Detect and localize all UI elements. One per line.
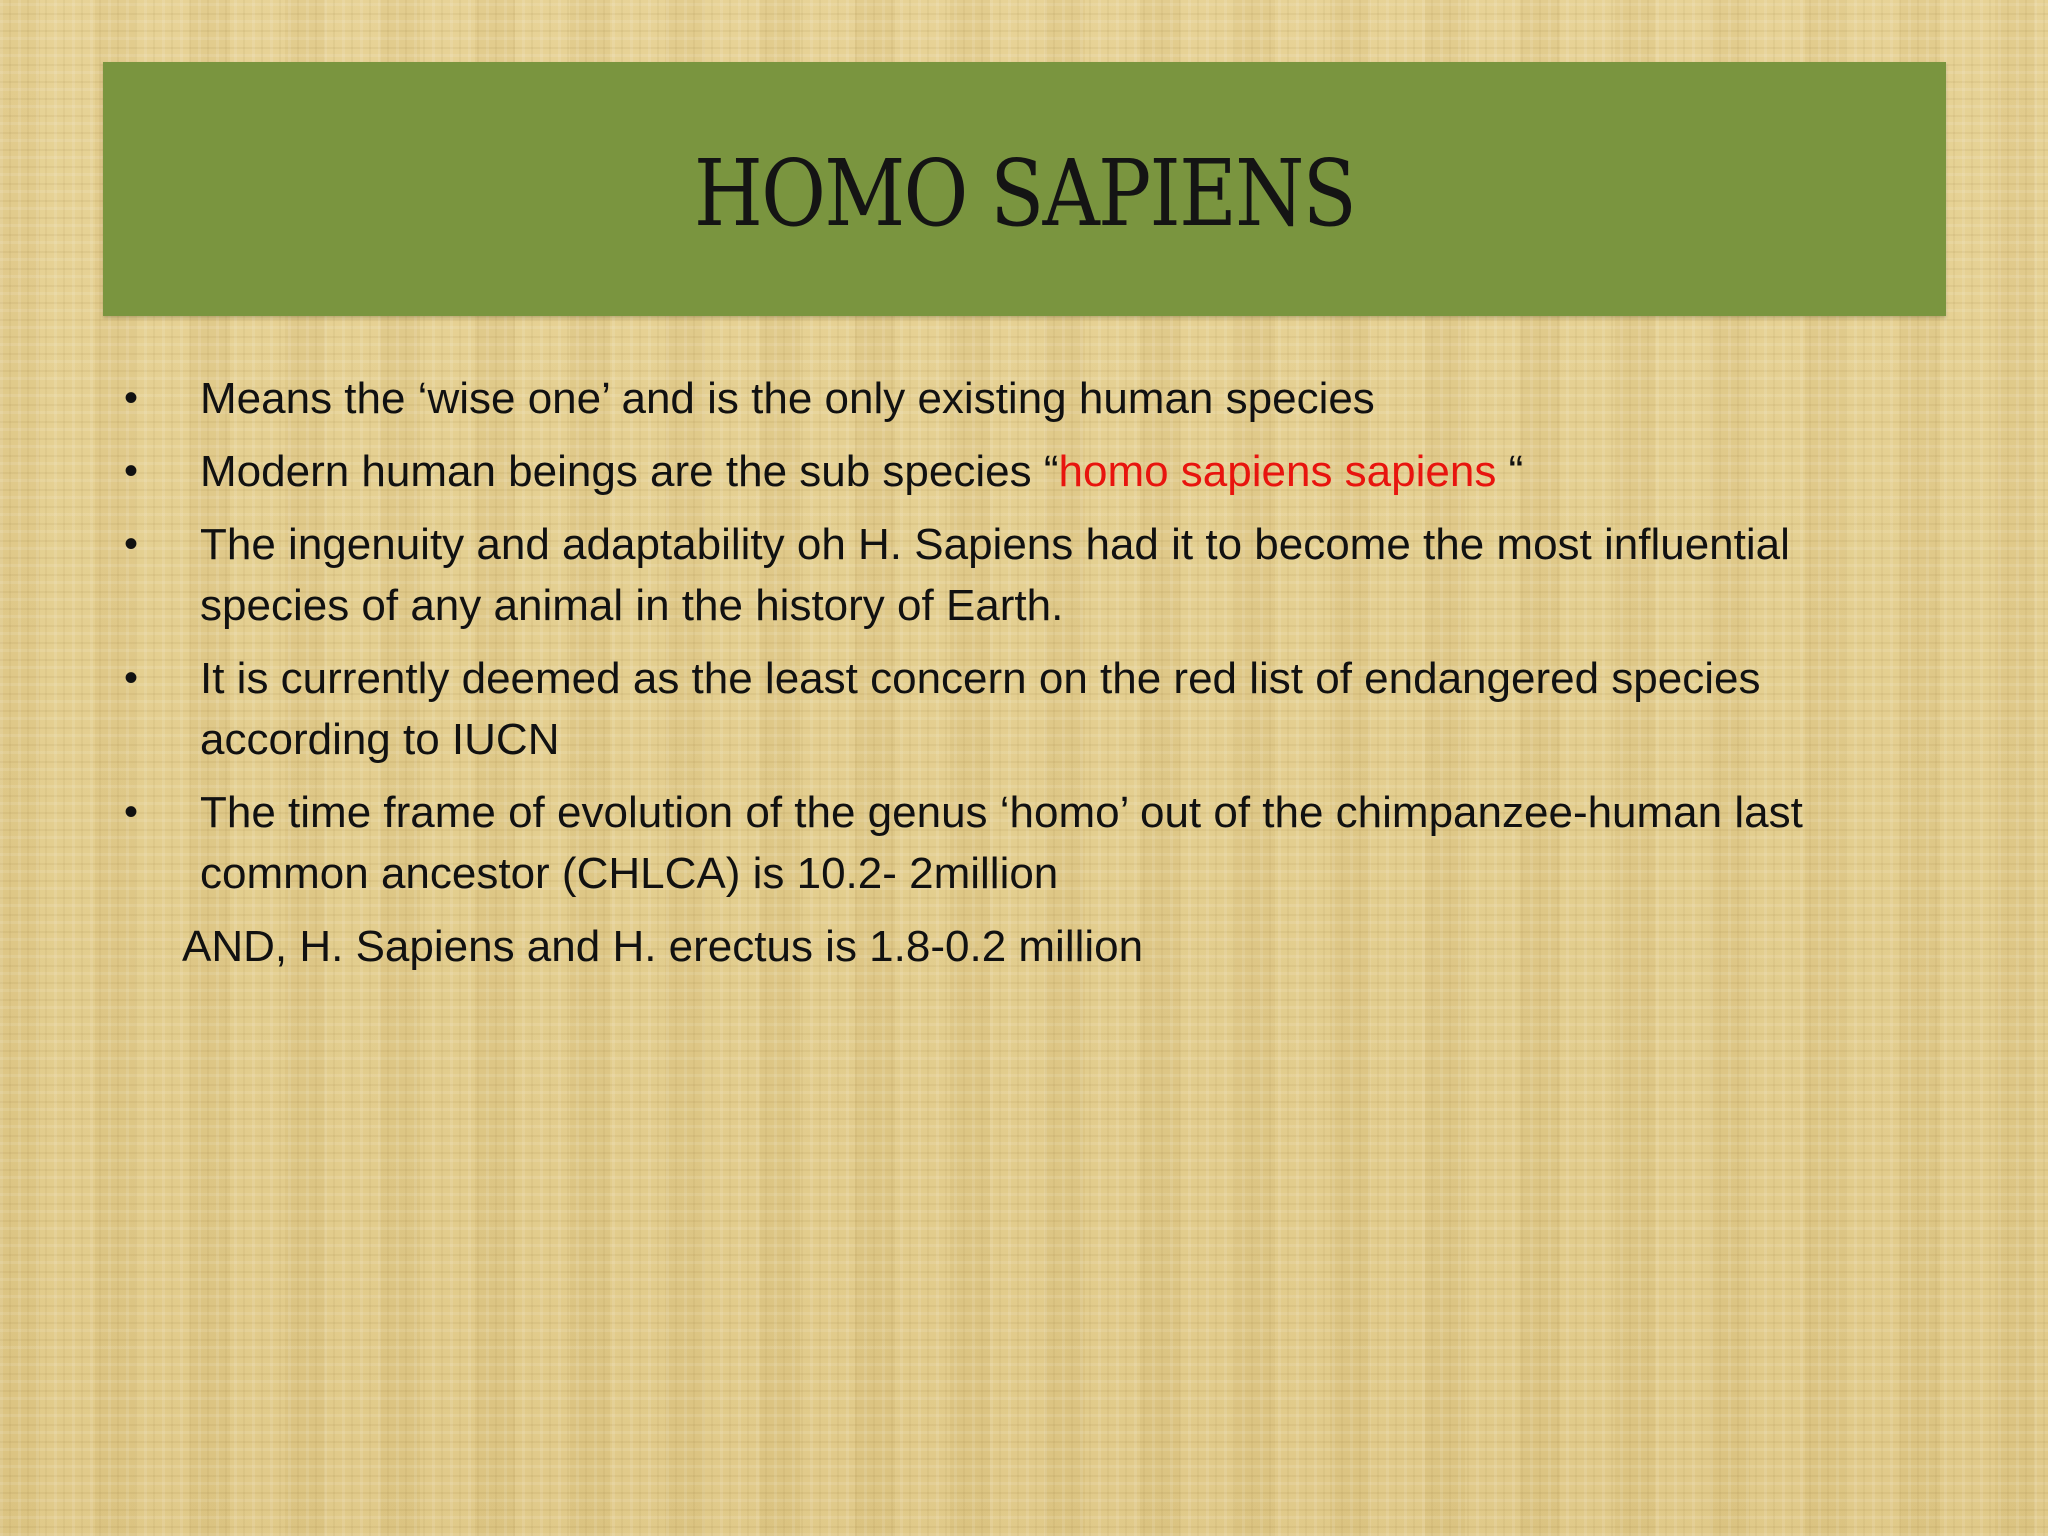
bullet-text-before: Modern human beings are the sub species “ [200, 447, 1059, 496]
bullet-item-4 [118, 648, 1918, 770]
bullet-item-3 [118, 514, 1918, 636]
highlighted-term: homo sapiens sapiens [1058, 447, 1497, 496]
bullet-item-2 [118, 441, 1918, 502]
bullet-text: Means the ‘wise one’ and is the only existing human species [200, 374, 1375, 423]
bullet-text: The time frame of evolution of the genus ‘homo’ out of the chimpanzee-human last common ancestor (CHLCA) is 10.2- 2million [200, 788, 1803, 898]
title-bar [103, 62, 1946, 316]
slide-content [118, 368, 1918, 977]
bullet-symbol: • [124, 790, 139, 834]
bullet-symbol: • [124, 376, 139, 420]
bullet-symbol: • [124, 522, 139, 566]
bullet-text: The ingenuity and adaptability oh H. Sapiens had it to become the most influential species of any animal in the history of Earth. [200, 520, 1790, 630]
bullet-text: It is currently deemed as the least concern on the red list of endangered species according to IUCN [200, 654, 1761, 764]
bullet-list [118, 368, 1918, 904]
bullet-symbol: • [124, 449, 139, 493]
bullet-symbol: • [124, 656, 139, 700]
bullet-item-1 [118, 368, 1918, 429]
slide-title: HOMO SAPIENS [693, 139, 1356, 247]
trailing-text: AND, H. Sapiens and H. erectus is 1.8-0.2 million [182, 922, 1144, 971]
bullet-text-after: “ [1496, 447, 1524, 496]
bullet-item-5 [118, 782, 1918, 904]
